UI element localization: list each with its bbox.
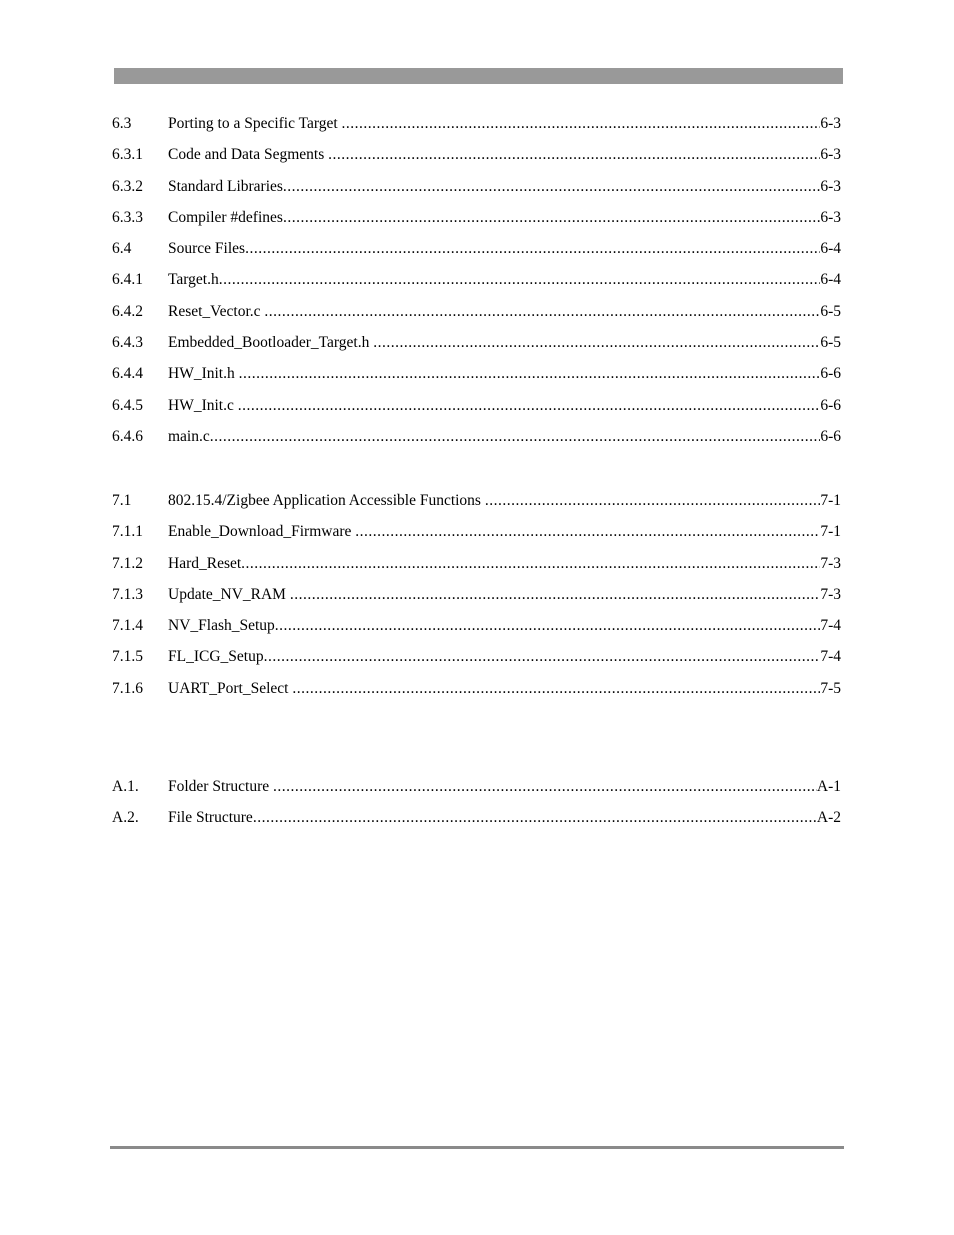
toc-entry-line — [168, 178, 841, 196]
toc-entry-number: 6.4.6 — [112, 427, 143, 445]
toc-entry-page: 7-1 — [820, 523, 841, 541]
toc-entry-title: HW_Init.h — [168, 365, 239, 383]
toc-group-porting — [112, 115, 841, 459]
toc-entry-page: 6-4 — [820, 271, 841, 289]
toc-entry-number: 6.3.2 — [112, 177, 143, 195]
toc-entry-page: 6-4 — [820, 240, 841, 258]
toc-dot-leader — [292, 680, 820, 698]
toc-entry-number: 6.4 — [112, 240, 132, 258]
toc-entry-number: 7.1 — [112, 492, 132, 509]
toc-dot-leader — [355, 523, 820, 541]
toc-entry-title: Update_NV_RAM — [168, 585, 290, 603]
toc-entry[interactable] — [112, 492, 841, 523]
toc-entry-number: 6.4.4 — [112, 365, 143, 383]
toc-entry-page: 6-6 — [820, 396, 841, 414]
toc-entry-title: NV_Flash_Setup — [168, 617, 275, 635]
toc-entry[interactable] — [112, 428, 841, 459]
toc-entry[interactable] — [112, 365, 841, 396]
toc-entry-page: 7-1 — [820, 492, 841, 509]
toc-entry[interactable] — [112, 809, 841, 840]
toc-entry-line — [168, 334, 841, 352]
toc-entry[interactable] — [112, 240, 841, 271]
toc-entry-line — [168, 809, 841, 827]
toc-entry-line — [168, 240, 841, 258]
toc-entry-line — [168, 209, 841, 227]
toc-entry-line — [168, 271, 841, 289]
toc-entry-title: Compiler #defines — [168, 208, 283, 226]
toc-entry-page: 6-3 — [820, 208, 841, 226]
toc-entry-number: 7.1.2 — [112, 554, 143, 572]
toc-entry-title: Target.h — [168, 271, 219, 289]
toc-entry-title: Standard Libraries — [168, 177, 283, 195]
toc-entry[interactable] — [112, 523, 841, 554]
toc-dot-leader — [264, 303, 820, 321]
toc-entry-line — [168, 365, 841, 383]
toc-group-functions — [112, 492, 841, 711]
toc-entry-line — [168, 680, 841, 698]
toc-entry-page: 6-5 — [820, 334, 841, 352]
toc-entry-page: A-2 — [816, 809, 841, 827]
toc-entry-title: File Structure — [168, 809, 253, 827]
toc-entry-title: UART_Port_Select — [168, 679, 293, 697]
toc-entry-title: Source Files — [168, 240, 246, 258]
toc-entry[interactable] — [112, 209, 841, 240]
toc-dot-leader — [219, 271, 821, 289]
toc-entry-title: 802.15.4/Zigbee Application Accessible Functions — [168, 492, 485, 509]
toc-dot-leader — [283, 178, 820, 196]
toc-entry-number: 7.1.1 — [112, 523, 143, 541]
toc-dot-leader — [283, 209, 820, 227]
toc-dot-leader — [342, 115, 821, 133]
toc-entry-title: Enable_Download_Firmware — [168, 523, 356, 541]
toc-entry-title: HW_Init.c — [168, 396, 238, 414]
toc-entry[interactable] — [112, 334, 841, 365]
toc-dot-leader — [273, 778, 817, 796]
toc-entry-page: 7-3 — [820, 554, 841, 572]
toc-entry-line — [168, 617, 841, 635]
toc-entry-number: 6.4.2 — [112, 302, 143, 320]
toc-entry-line — [168, 555, 841, 573]
toc-entry[interactable] — [112, 586, 841, 617]
toc-entry[interactable] — [112, 648, 841, 679]
toc-entry-title: Code and Data Segments — [168, 146, 329, 164]
toc-entry[interactable] — [112, 397, 841, 428]
toc-entry[interactable] — [112, 178, 841, 209]
toc-entry-line — [168, 778, 841, 796]
toc-dot-leader — [253, 809, 817, 827]
toc-entry-number: 6.4.1 — [112, 271, 143, 289]
toc-entry-page: 6-5 — [820, 302, 841, 320]
toc-entry-page: 6-3 — [820, 115, 841, 132]
footer-rule — [110, 1146, 844, 1149]
toc-dot-leader — [210, 428, 821, 446]
toc-entry-title: Folder Structure — [168, 778, 274, 795]
toc-dot-leader — [241, 555, 820, 573]
toc-entry-title: Reset_Vector.c — [168, 302, 265, 320]
toc-entry-number: 7.1.3 — [112, 585, 143, 603]
toc-dot-leader — [275, 617, 821, 635]
toc-entry-number: 7.1.5 — [112, 648, 143, 666]
toc-entry-line — [168, 492, 841, 510]
toc-entry-line — [168, 428, 841, 446]
toc-entry-line — [168, 523, 841, 541]
toc-entry-title: FL_ICG_Setup — [168, 648, 264, 666]
toc-dot-leader — [238, 397, 821, 415]
toc-entry[interactable] — [112, 617, 841, 648]
toc-dot-leader — [328, 146, 820, 164]
toc-entry-line — [168, 303, 841, 321]
toc-entry-page: 7-4 — [820, 648, 841, 666]
toc-dot-leader — [264, 648, 821, 666]
toc-dot-leader — [245, 240, 820, 258]
toc-entry-page: 6-6 — [820, 427, 841, 445]
toc-entry-title: main.c — [168, 427, 210, 445]
toc-entry-page: 7-4 — [820, 617, 841, 635]
toc-entry-number: 6.3.3 — [112, 208, 143, 226]
toc-dot-leader — [485, 492, 820, 510]
toc-entry-number: 7.1.4 — [112, 617, 143, 635]
toc-entry-number: A.1. — [112, 778, 139, 795]
toc-entry-page: 6-6 — [820, 365, 841, 383]
toc-entry-page: 6-3 — [820, 177, 841, 195]
toc-entry[interactable] — [112, 680, 841, 711]
toc-entry-number: 6.4.3 — [112, 334, 143, 352]
header-bar — [114, 68, 843, 84]
toc-entry[interactable] — [112, 146, 841, 177]
toc-entry-line — [168, 146, 841, 164]
toc-entry[interactable] — [112, 303, 841, 334]
toc-entry-line — [168, 586, 841, 604]
toc-dot-leader — [373, 334, 820, 352]
toc-entry[interactable] — [112, 778, 841, 809]
toc-dot-leader — [239, 365, 821, 383]
toc-entry-page: 7-3 — [820, 585, 841, 603]
toc-entry-title: Porting to a Specific Target — [168, 115, 342, 132]
toc-entry-number: 6.3.1 — [112, 146, 143, 164]
toc-entry[interactable] — [112, 115, 841, 146]
toc-dot-leader — [290, 586, 820, 604]
toc-entry-title: Hard_Reset — [168, 554, 242, 572]
toc-entry-page: 7-5 — [820, 679, 841, 697]
toc-entry-number: 6.3 — [112, 115, 132, 132]
toc-entry-number: A.2. — [112, 809, 139, 827]
toc-entry-title: Embedded_Bootloader_Target.h — [168, 334, 374, 352]
toc-entry-line — [168, 648, 841, 666]
toc-entry-line — [168, 397, 841, 415]
toc-entry[interactable] — [112, 271, 841, 302]
toc-entry[interactable] — [112, 555, 841, 586]
toc-group-appendix — [112, 778, 841, 841]
toc-entry-page: 6-3 — [820, 146, 841, 164]
toc-entry-number: 6.4.5 — [112, 396, 143, 414]
toc-entry-line — [168, 115, 841, 133]
toc-entry-page: A-1 — [816, 778, 841, 795]
toc-entry-number: 7.1.6 — [112, 679, 143, 697]
